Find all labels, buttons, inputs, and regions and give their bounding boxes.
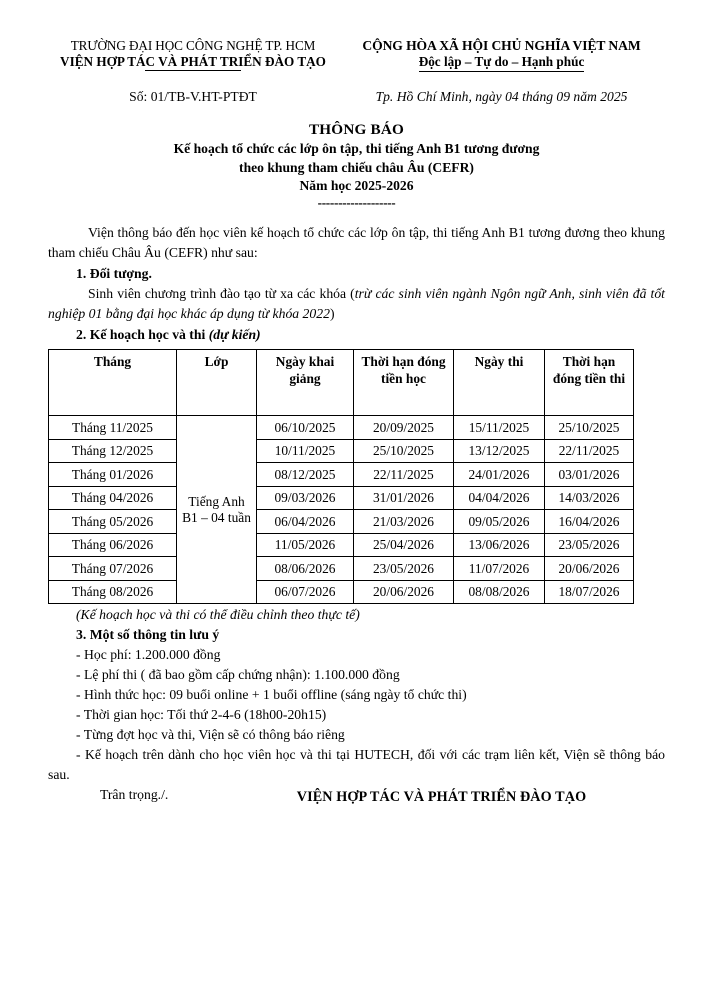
cell-ngay-thi: 08/08/2026 xyxy=(454,580,545,604)
col-header-thoi-han-dong-tien-hoc: Thời hạn đóng tiền học xyxy=(354,350,454,416)
cell-han-tien-hoc: 21/03/2026 xyxy=(354,510,454,534)
table-row xyxy=(49,439,634,463)
cell-han-tien-thi: 20/06/2026 xyxy=(545,557,634,581)
cell-han-tien-thi: 14/03/2026 xyxy=(545,486,634,510)
title-divider: ------------------- xyxy=(317,194,396,210)
cell-han-tien-hoc: 25/04/2026 xyxy=(354,533,454,557)
schedule-table xyxy=(48,349,634,604)
col-header-ngay-thi: Ngày thi xyxy=(454,350,545,416)
note-item-location: - Kế hoạch trên dành cho học viên học và thi tại HUTECH, đối với các trạm liên kết, Viện sẽ thông báo sau. xyxy=(48,747,665,783)
cell-ngay-khai-giang: 08/06/2026 xyxy=(257,557,354,581)
national-title: CỘNG HÒA XÃ HỘI CHỦ NGHĨA VIỆT NAM xyxy=(362,38,641,53)
cell-han-tien-hoc: 31/01/2026 xyxy=(354,486,454,510)
cell-ngay-thi: 13/06/2026 xyxy=(454,533,545,557)
schedule-table-head xyxy=(49,350,634,416)
document-number: Số: 01/TB-V.HT-PTĐT xyxy=(129,88,257,104)
document-body xyxy=(48,223,665,808)
title-block xyxy=(48,121,665,211)
cell-ngay-thi: 04/04/2026 xyxy=(454,486,545,510)
cell-ngay-khai-giang: 10/11/2025 xyxy=(257,439,354,463)
cell-thang: Tháng 11/2025 xyxy=(49,416,177,440)
table-header-row xyxy=(49,350,634,416)
table-row xyxy=(49,580,634,604)
cell-han-tien-hoc: 25/10/2025 xyxy=(354,439,454,463)
table-row xyxy=(49,557,634,581)
cell-ngay-khai-giang: 08/12/2025 xyxy=(257,463,354,487)
cell-thang: Tháng 06/2026 xyxy=(49,533,177,557)
letterhead xyxy=(48,38,665,72)
cell-ngay-khai-giang: 06/10/2025 xyxy=(257,416,354,440)
institute-name-wrapper xyxy=(48,54,338,70)
note-item-schedule: - Thời gian học: Tối thứ 2-4-6 (18h00-20h15) xyxy=(76,707,327,723)
cell-thang: Tháng 12/2025 xyxy=(49,439,177,463)
cell-thang: Tháng 01/2026 xyxy=(49,463,177,487)
letterhead-left xyxy=(48,38,338,69)
note-item-announcement: - Từng đợt học và thi, Viện sẽ có thông báo riêng xyxy=(76,727,345,743)
cell-ngay-thi: 11/07/2026 xyxy=(454,557,545,581)
table-note: (Kế hoạch học và thi có thể điều chỉnh theo thực tế) xyxy=(76,607,360,623)
section2-heading-plain: 2. Kế hoạch học và thi xyxy=(76,327,209,343)
cell-han-tien-hoc: 23/05/2026 xyxy=(354,557,454,581)
cell-han-tien-hoc: 20/09/2025 xyxy=(354,416,454,440)
institute-name: VIỆN HỢP TÁC VÀ PHÁT TRIỂN ĐÀO TẠO xyxy=(60,53,326,69)
table-row xyxy=(49,510,634,534)
cell-ngay-thi: 15/11/2025 xyxy=(454,416,545,440)
section1-text xyxy=(48,284,665,324)
place-and-date: Tp. Hồ Chí Minh, ngày 04 tháng 09 năm 2025 xyxy=(375,88,628,104)
page-title: THÔNG BÁO xyxy=(308,120,405,138)
cell-han-tien-thi: 23/05/2026 xyxy=(545,533,634,557)
cell-ngay-khai-giang: 09/03/2026 xyxy=(257,486,354,510)
section2-heading xyxy=(48,325,665,345)
cell-han-tien-thi: 03/01/2026 xyxy=(545,463,634,487)
cell-han-tien-thi: 22/11/2025 xyxy=(545,439,634,463)
section2-heading-italic: (dự kiến) xyxy=(208,327,261,343)
table-row xyxy=(49,533,634,557)
note-item-format: - Hình thức học: 09 buổi online + 1 buổi offline (sáng ngày tổ chức thi) xyxy=(76,687,467,703)
col-header-thoi-han-dong-tien-thi: Thời hạn đóng tiền thi xyxy=(545,350,634,416)
col-header-lop: Lớp xyxy=(177,350,257,416)
note-item-tuition: - Học phí: 1.200.000 đồng xyxy=(76,647,221,663)
table-row xyxy=(49,486,634,510)
cell-thang: Tháng 07/2026 xyxy=(49,557,177,581)
table-row xyxy=(49,416,634,440)
col-header-ngay-khai-giang: Ngày khai giảng xyxy=(257,350,354,416)
letterhead-right xyxy=(338,38,665,72)
cell-lop-merged: Tiếng Anh B1 – 04 tuần xyxy=(177,416,257,604)
cell-han-tien-thi: 16/04/2026 xyxy=(545,510,634,534)
section1-heading: 1. Đối tượng. xyxy=(76,266,152,282)
section1-text-close: ) xyxy=(329,306,335,322)
cell-ngay-thi: 09/05/2026 xyxy=(454,510,545,534)
schedule-table-body xyxy=(49,416,634,604)
university-name: TRƯỜNG ĐẠI HỌC CÔNG NGHỆ TP. HCM xyxy=(70,38,316,53)
national-motto-wrapper xyxy=(338,54,665,72)
academic-year: Năm học 2025-2026 xyxy=(299,177,414,193)
after-table-block xyxy=(48,605,665,785)
national-motto: Độc lập – Tự do – Hạnh phúc xyxy=(419,54,585,72)
title-subtitle-line1: Kế hoạch tổ chức các lớp ôn tập, thi tiếng Anh B1 tương đương xyxy=(173,140,540,156)
cell-han-tien-hoc: 22/11/2025 xyxy=(354,463,454,487)
table-row xyxy=(49,463,634,487)
cell-ngay-thi: 24/01/2026 xyxy=(454,463,545,487)
cell-thang: Tháng 08/2026 xyxy=(49,580,177,604)
title-subtitle-line2: theo khung tham chiếu châu Âu (CEFR) xyxy=(239,159,474,175)
signature-block: VIỆN HỢP TÁC VÀ PHÁT TRIỂN ĐÀO TẠO xyxy=(296,789,587,806)
cell-ngay-khai-giang: 06/07/2026 xyxy=(257,580,354,604)
section1-text-italic: trừ các sinh viên ngành Ngôn ngữ Anh, sinh viên đã tốt nghiệp 01 bằng đại học khác áp dụng từ khóa 2022 xyxy=(48,286,665,322)
cell-thang: Tháng 04/2026 xyxy=(49,486,177,510)
cell-ngay-khai-giang: 06/04/2026 xyxy=(257,510,354,534)
cell-han-tien-thi: 25/10/2025 xyxy=(545,416,634,440)
closing-regards: Trân trọng./. xyxy=(100,787,169,803)
section3-heading: 3. Một số thông tin lưu ý xyxy=(76,627,220,643)
note-item-exam-fee: - Lệ phí thi ( đã bao gồm cấp chứng nhận): 1.100.000 đồng xyxy=(76,667,400,683)
section1-text-plain: Sinh viên chương trình đào tạo từ xa các khóa ( xyxy=(88,286,355,302)
cell-han-tien-hoc: 20/06/2026 xyxy=(354,580,454,604)
number-date-row xyxy=(48,89,665,105)
cell-ngay-khai-giang: 11/05/2026 xyxy=(257,533,354,557)
intro-paragraph: Viện thông báo đến học viên kế hoạch tổ chức các lớp ôn tập, thi tiếng Anh B1 tương đương theo khung tham chiếu Châu Âu (CEFR) như sau: xyxy=(48,225,665,261)
col-header-thang: Tháng xyxy=(49,350,177,416)
cell-han-tien-thi: 18/07/2026 xyxy=(545,580,634,604)
cell-ngay-thi: 13/12/2025 xyxy=(454,439,545,463)
cell-thang: Tháng 05/2026 xyxy=(49,510,177,534)
